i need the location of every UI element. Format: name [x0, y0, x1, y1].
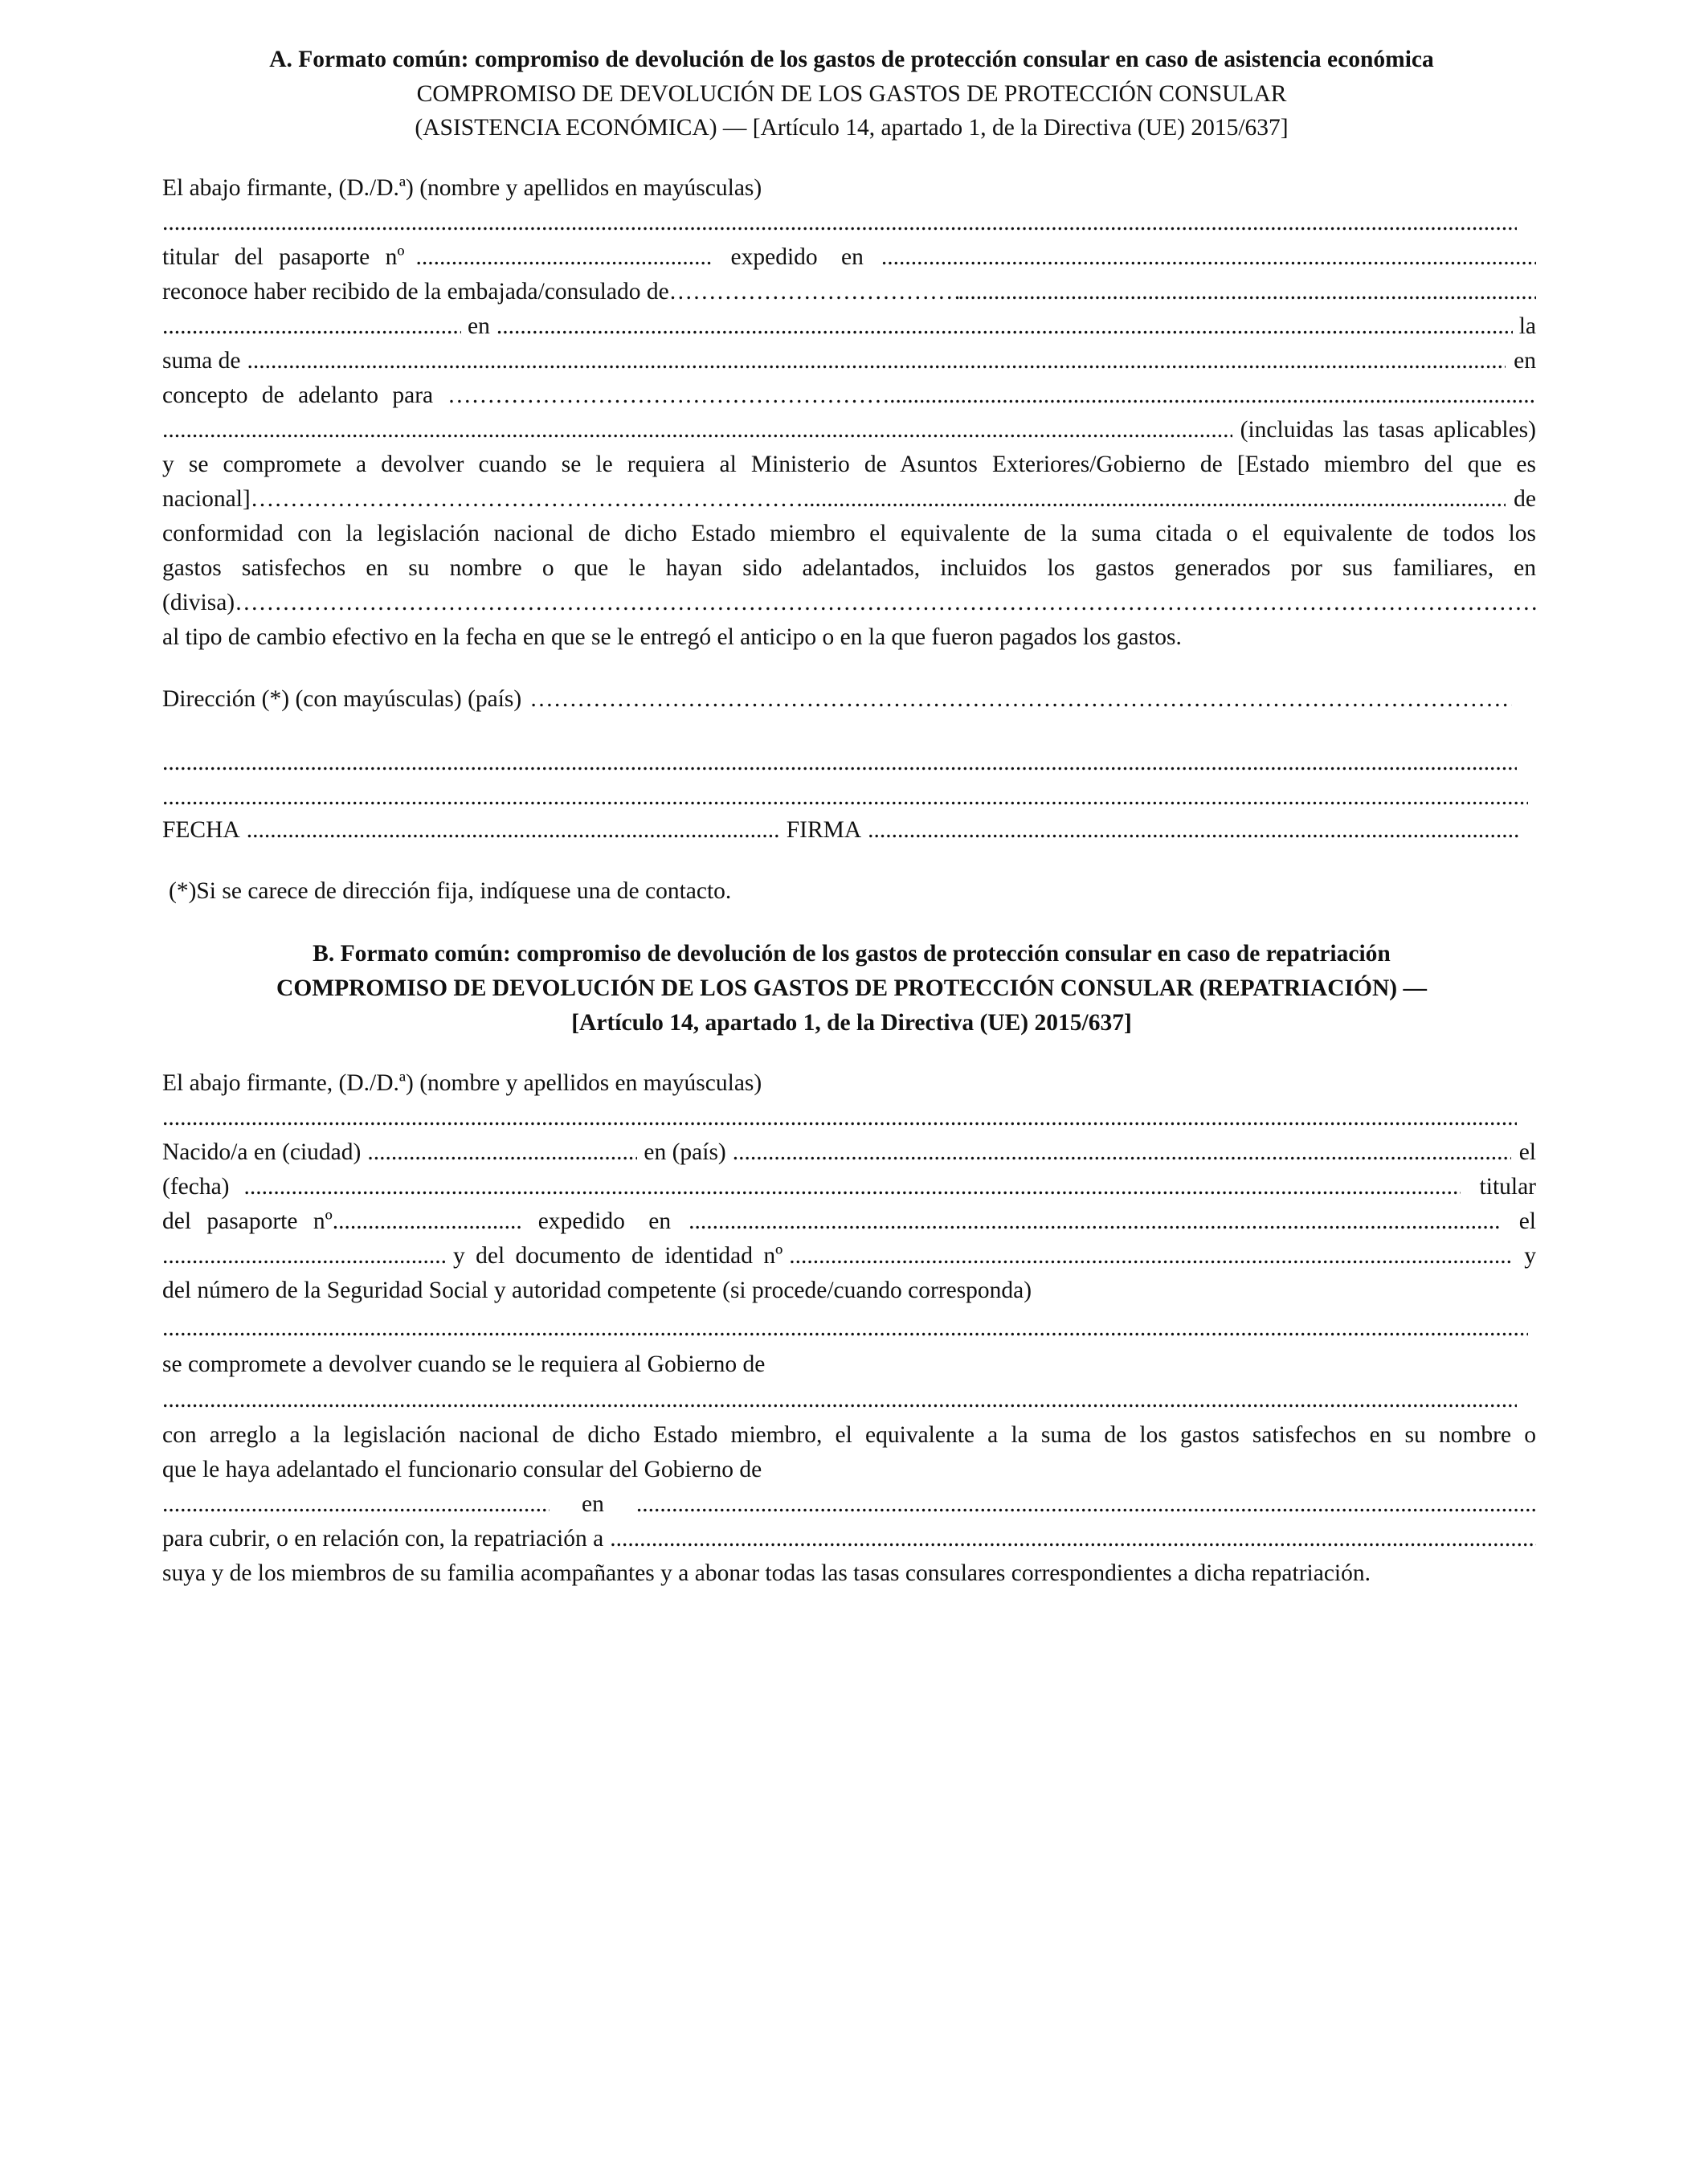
social-field[interactable]	[162, 1310, 1528, 1346]
embassy-field[interactable]	[669, 274, 958, 309]
concept-field[interactable]	[447, 378, 889, 413]
born-city-field[interactable]	[367, 1135, 637, 1170]
passport-row-a	[162, 239, 1536, 275]
signature-field-a[interactable]	[868, 812, 1518, 848]
footnote-a: (*)Si se carece de dirección fija, indíquese una de contacto.	[169, 878, 732, 904]
section-b-title-line2: [Artículo 14, apartado 1, de la Directiva (UE) 2015/637]	[571, 1010, 1132, 1036]
social-line-b: del número de la Seguridad Social y autoridad competente (si procede/cuando corresponda)	[162, 1278, 1032, 1303]
conformity-line1-a: conformidad con la legislación nacional de dicho Estado miembro el equivalente de la suma citada o el equivalente de todos los	[162, 521, 1536, 546]
en-label-2: en	[1514, 348, 1536, 374]
consular-location-field[interactable]	[636, 1486, 1536, 1522]
address-label: Dirección (*) (con mayúsculas) (país)	[162, 686, 522, 712]
section-a-heading: A. Formato común: compromiso de devolución de los gastos de protección consular en caso de asistencia económica	[269, 47, 1434, 72]
section-a-title-line2: (ASISTENCIA ECONÓMICA) — [Artículo 14, apartado 1, de la Directiva (UE) 2015/637]	[415, 115, 1289, 141]
name-field-b[interactable]	[162, 1100, 1517, 1135]
id-row-b	[162, 1238, 1536, 1274]
date-field-a[interactable]	[247, 812, 780, 848]
government-field[interactable]	[162, 1382, 1517, 1417]
el-label-2: el	[1518, 1208, 1536, 1234]
issue-date-field[interactable]	[162, 1238, 445, 1274]
passport-row-b	[162, 1204, 1536, 1239]
final-line-b: suya y de los miembros de su familia acompañantes y a abonar todas las tasas consulares correspondientes a dicha repatriación.	[162, 1560, 1371, 1586]
passport-label-b: del pasaporte nº	[162, 1208, 333, 1234]
passport-label: titular del pasaporte nº	[162, 244, 405, 270]
signature-label-a: FIRMA	[786, 817, 862, 843]
address-field[interactable]	[529, 681, 1512, 717]
section-b-title-line1: COMPROMISO DE DEVOLUCIÓN DE LOS GASTOS DE PROTECCIÓN CONSULAR (REPATRIACIÓN) —	[276, 975, 1427, 1001]
nacional-label: nacional]	[162, 486, 251, 512]
address-field-line2[interactable]	[162, 745, 1517, 780]
fees-label: (incluidas las tasas aplicables)	[1240, 417, 1536, 443]
arrangement-line2-b: que le haya adelantado el funcionario consular del Gobierno de	[162, 1457, 762, 1482]
commit-line-b: se compromete a devolver cuando se le requiera al Gobierno de	[162, 1351, 766, 1377]
consular-government-field[interactable]	[162, 1486, 550, 1522]
commit-line1-a: y se compromete a devolver cuando se le requiera al Ministerio de Asuntos Exteriores/Gobierno de [Estado miembro del que es	[162, 452, 1536, 477]
currency-label: (divisa)	[162, 590, 235, 615]
issued-label-b: expedido en	[537, 1208, 672, 1234]
sum-field[interactable]	[247, 343, 1506, 378]
date-row-b	[162, 1169, 1536, 1204]
sum-row-a	[162, 343, 1536, 378]
currency-row-a	[162, 585, 1536, 620]
section-b-heading: B. Formato común: compromiso de devolución de los gastos de protección consular en caso de repatriación	[313, 941, 1391, 967]
fees-row-a	[162, 412, 1536, 448]
issued-place-field-b[interactable]	[689, 1204, 1500, 1239]
repatriation-field[interactable]	[610, 1521, 1536, 1556]
country-label: en (país)	[644, 1139, 726, 1165]
embassy-location-field[interactable]	[162, 309, 461, 344]
embassy-field-cont[interactable]	[958, 274, 1536, 309]
en-label-b: en	[582, 1491, 604, 1517]
en-row-a	[162, 309, 1536, 344]
repatriation-label: para cubrir, o en relación con, la repatriación a	[162, 1526, 604, 1552]
name-field-a[interactable]	[162, 205, 1517, 240]
el-label: el	[1518, 1139, 1536, 1165]
arrangement-line1-b: con arreglo a la legislación nacional de dicho Estado miembro, el equivalente a la suma de los gastos satisfechos en su nombre o	[162, 1422, 1536, 1448]
issued-label: expedido en	[730, 244, 864, 270]
date-signature-row-a	[162, 812, 1518, 848]
received-label: reconoce haber recibido de la embajada/consulado de	[162, 279, 669, 305]
address-row-a	[162, 681, 1512, 717]
born-country-field[interactable]	[733, 1135, 1511, 1170]
section-b-intro: El abajo firmante, (D./D.ª) (nombre y apellidos en mayúsculas)	[162, 1070, 762, 1096]
birth-date-field[interactable]	[244, 1169, 1461, 1204]
id-label: y del documento de identidad nº	[453, 1243, 783, 1269]
concept-field-line2[interactable]	[162, 412, 1232, 448]
passport-number-field-b[interactable]	[333, 1204, 521, 1239]
received-row-a	[162, 274, 1536, 309]
birth-date-label: (fecha)	[162, 1174, 230, 1200]
city-field[interactable]	[496, 309, 1513, 344]
repatriation-row-b	[162, 1521, 1536, 1556]
concept-label: concepto de adelanto para	[162, 382, 434, 408]
la-label: la	[1518, 313, 1536, 339]
section-a-title-line1: COMPROMISO DE DEVOLUCIÓN DE LOS GASTOS DE PROTECCIÓN CONSULAR	[416, 81, 1287, 107]
de-label: de	[1514, 486, 1536, 512]
y-label: y	[1524, 1243, 1536, 1269]
id-number-field[interactable]	[789, 1238, 1513, 1274]
currency-field[interactable]	[235, 585, 1536, 620]
conformity-line2-a: gastos satisfechos en su nombre o que le hayan sido adelantados, incluidos los gastos generados por sus familiares, en	[162, 555, 1536, 581]
concept-row-a	[162, 378, 1536, 413]
titular-label: titular	[1479, 1174, 1536, 1200]
en-row-b	[162, 1486, 1536, 1522]
date-label-a: FECHA	[162, 817, 240, 843]
section-a-intro: El abajo firmante, (D./D.ª) (nombre y apellidos en mayúsculas)	[162, 175, 762, 201]
exchange-line-a: al tipo de cambio efectivo en la fecha en que se le entregó el anticipo o en la que fueron pagados los gastos.	[162, 624, 1182, 650]
en-label: en	[468, 313, 490, 339]
passport-number-field[interactable]	[416, 239, 713, 275]
issued-place-field[interactable]	[881, 239, 1536, 275]
nacional-row-a	[162, 481, 1536, 517]
concept-field-cont[interactable]	[889, 378, 1536, 413]
born-row-b	[162, 1135, 1536, 1170]
address-field-line3[interactable]	[162, 779, 1528, 815]
born-label: Nacido/a en (ciudad)	[162, 1139, 362, 1165]
member-state-field-cont[interactable]	[803, 481, 1506, 517]
member-state-field[interactable]	[251, 481, 803, 517]
sum-label: suma de	[162, 348, 241, 374]
